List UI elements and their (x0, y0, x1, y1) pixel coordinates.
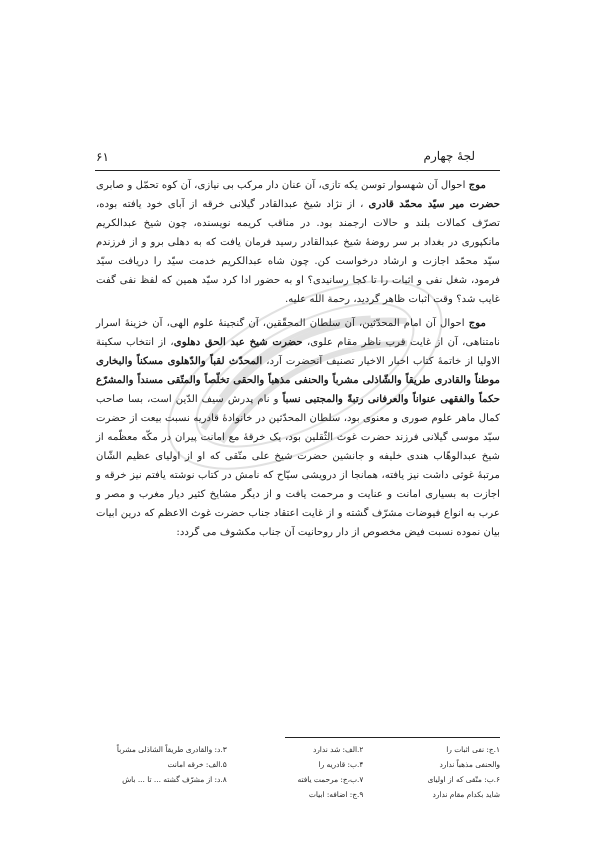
footnote: ۱.ج: نفی اثبات را (446, 745, 500, 754)
footnote: ۸.د: از مشرّف گشته ... تا ... باش (122, 775, 227, 784)
page-number: ۶۱ (96, 150, 109, 164)
bold-phrase: المحدّث لقباً والدّهلوی مسکناً والبخاری موطناً والقادری طریقاً والشّاذلی مشرباً والحنفی مذهباً والحقی تخلّصاً والمتّقی مسنداً والمشرّع حکماً والفقهی عنواناً والعرفانی رتبةً والمجتبی نسباً (96, 355, 500, 405)
footnote: والحنفی مذهباً ندارد (439, 760, 500, 769)
paragraph-lead: موج (468, 179, 486, 191)
paragraph (96, 176, 500, 309)
text-segment: احوال آن امام المحدّثین، آن سلطان المحقّقین، آن گنجینهٔ علوم الهی، آن خزینهٔ اسرار نامتناهی، آن از غایت قرب ناظر مقام علوی، (96, 318, 500, 348)
footnote: شاید بکدام مقام ندارد (432, 790, 500, 799)
footnote: ۵.الف: خرقه امانت (167, 760, 227, 769)
body-text (96, 176, 500, 542)
header-rule (95, 170, 500, 171)
footnote (96, 788, 227, 801)
footnote: ۲.الف: شد ندارد (312, 745, 364, 754)
footnote: ۹.ج: اضافه: ابیات (308, 790, 364, 799)
footnote: ۷.ب،ج: مرحمت یافته (297, 775, 364, 784)
paragraph (96, 314, 500, 542)
footnote: ۳.د: والقادری طریقاً الشاذلی مشرباً (116, 745, 227, 754)
bold-phrase: حضرت شیخ عبد الحق دهلوی (173, 336, 303, 348)
text-segment: و نام پدرش سیف الدّین است، بسا صاحب کمال ماهر علوم صوری و معنوی بود، سلطان المحدّثین در خانوادهٔ قادریه نسبت بیعت از حضرت سیّد موسی گیلانی فرزند حضرت غوث الثّقلین بود، یک خرقهٔ مع امانت پیران در مکّه معظّمه از شیخ عبدالوهّاب هندی خلیفه و جانشین حضرت شیخ علی متّقی که او از اولیای عظیم الشّان مرتبهٔ غوثی داشت نیز یافته، همانجا از درویشی سیّاح که نامش در کتاب نوشته یافتم نیز خرقه و اجازت به بسیاری امانت و عنایت و مرحمت یافت و از دیگر مشایخ کثیر دیار مغرب و مصر و عرب به انواع فیوضات مشرّف گشته و از غایت اعتقاد جناب حضرت غوث الاعظم که درین ابیات بیان نموده نسبت فیض مخصوص از دار روحانیت آن جناب مکشوف می گردد: (96, 394, 500, 538)
text-segment: ، از انتخاب سکینة الاولیا از خاتمهٔ کتاب اخبار الاخیار تصنیف آنحضرت آرد، (96, 337, 500, 367)
footnotes (96, 743, 500, 801)
footnote: ۴.ب: قادریه را (318, 760, 364, 769)
running-head: لجهٔ چهارم (423, 149, 475, 163)
footnote: ۶.ب: متّقی که از اولیای (427, 775, 500, 784)
bold-phrase: حضرت میر سیّد محمّد قادری (368, 198, 500, 210)
footnote-rule (285, 737, 500, 738)
paragraph-lead: موج (468, 317, 486, 329)
text-segment: ، از نژاد شیخ عبدالقادر گیلانی خرقه از آبای خود یافته بوده، تصرّف کمالات بلند و حالات ارجمند بود. در مناقب کریمه نویسنده، چون شیخ عبدالکریم مانکپوری در بغداد بر سر روضهٔ شیخ عبدالقادر رسید فرمان یافت که به دهلی برو و از فرزندم سیّد محمّد اجازت و ارشاد درخواست کن. چون شاه عبدالکریم خدمت سیّد را دریافت سیّد فرمود، شغل نفی و اثبات را تا کجا رسانیدی؟ او به حضور ادا کرد سیّد همین که لفظ نفی گفت غایب شد؟ وقت اثبات ظاهر گردید، رحمة الله علیه. (96, 199, 500, 305)
text-segment: احوال آن شهسوار توسن یکه تازی، آن عنان دار مرکب بی نیازی، آن کوه تحمّل و صابری (96, 180, 469, 191)
